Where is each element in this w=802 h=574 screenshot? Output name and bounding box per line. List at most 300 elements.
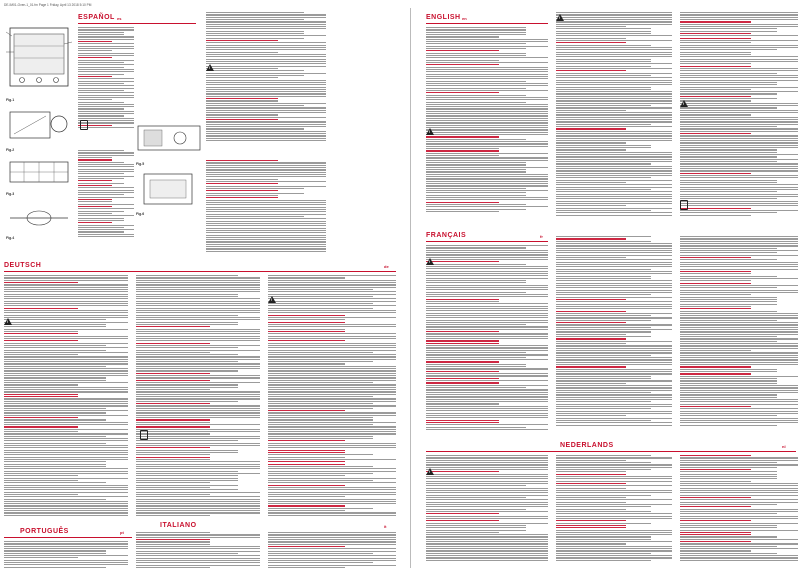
text-line	[4, 541, 128, 542]
text-line	[426, 104, 548, 105]
text-line	[680, 168, 798, 169]
text-line	[680, 278, 798, 279]
text-line	[556, 327, 651, 328]
text-line	[206, 138, 326, 139]
text-line	[680, 422, 798, 423]
text-line	[680, 283, 751, 284]
text-line	[206, 47, 326, 48]
text-line	[680, 52, 751, 53]
text-line	[680, 194, 798, 195]
text-line	[426, 315, 548, 316]
text-line	[556, 245, 672, 246]
text-line	[78, 234, 134, 235]
text-line	[426, 71, 548, 72]
text-line	[426, 273, 548, 274]
text-line	[206, 162, 326, 163]
text-line	[268, 492, 396, 493]
text-line	[4, 550, 106, 551]
text-line	[556, 82, 672, 83]
text-line	[556, 464, 672, 465]
text-line	[680, 152, 777, 153]
text-line	[4, 468, 128, 469]
text-line	[4, 408, 106, 409]
text-line	[4, 370, 128, 371]
text-line	[268, 401, 396, 402]
text-line	[556, 534, 672, 535]
text-line	[78, 71, 134, 72]
text-line	[206, 26, 326, 27]
text-line	[206, 216, 304, 217]
text-line	[680, 299, 777, 300]
text-line	[426, 354, 548, 355]
text-line	[680, 184, 798, 185]
text-line	[680, 147, 798, 148]
text-line	[426, 34, 526, 35]
text-line	[206, 131, 326, 132]
text-line	[680, 527, 777, 528]
text-line	[556, 49, 672, 50]
text-line	[556, 462, 651, 463]
text-line	[268, 454, 373, 455]
text-line	[268, 478, 396, 479]
text-line	[426, 492, 548, 493]
text-line	[136, 301, 260, 302]
text-line	[426, 504, 548, 505]
text-line	[426, 250, 548, 251]
text-line	[680, 315, 798, 316]
text-line	[136, 391, 260, 392]
text-line	[680, 373, 751, 374]
text-line	[426, 67, 548, 68]
text-line	[136, 422, 210, 423]
text-line	[78, 99, 112, 100]
text-line	[680, 317, 798, 318]
text-line	[268, 336, 396, 337]
text-line	[680, 304, 777, 305]
text-line	[680, 98, 777, 99]
text-line	[136, 361, 238, 362]
text-line	[426, 361, 499, 362]
text-line	[78, 41, 112, 42]
text-line	[556, 133, 672, 134]
text-line	[426, 202, 499, 203]
section-rule-nederlands	[426, 451, 796, 452]
text-line	[426, 60, 499, 61]
text-line	[78, 69, 134, 70]
text-line	[78, 36, 134, 37]
text-line	[78, 157, 112, 158]
text-line	[426, 148, 499, 149]
text-line	[136, 464, 260, 465]
text-line	[4, 422, 128, 423]
text-line	[268, 415, 396, 416]
text-line	[206, 209, 326, 210]
page-separator	[410, 8, 411, 568]
text-line	[680, 91, 798, 92]
text-line	[426, 368, 548, 369]
text-line	[680, 392, 798, 393]
text-line	[268, 565, 396, 566]
text-line	[556, 511, 651, 512]
text-line	[556, 320, 651, 321]
text-line	[426, 427, 526, 428]
text-line	[4, 384, 78, 385]
section-title-deutsch: DEUTSCH	[4, 262, 42, 269]
text-line	[206, 49, 326, 50]
text-line	[426, 532, 499, 533]
text-line	[206, 202, 326, 203]
text-line	[680, 212, 777, 213]
text-line	[556, 369, 672, 370]
text-line	[426, 268, 548, 269]
text-line	[680, 117, 798, 118]
text-line	[136, 473, 260, 474]
text-line	[4, 301, 128, 302]
text-line	[680, 539, 798, 540]
text-line	[680, 516, 798, 517]
text-line	[680, 166, 798, 167]
text-line	[680, 455, 751, 456]
text-line	[426, 350, 548, 351]
text-line	[206, 110, 326, 111]
text-line	[136, 373, 210, 374]
text-column-pt-2	[136, 532, 260, 569]
text-line	[426, 181, 548, 182]
text-line	[556, 170, 672, 171]
text-line	[136, 317, 260, 318]
text-line	[268, 459, 396, 460]
text-line	[556, 324, 672, 325]
figure-label-3: Fig.3	[6, 192, 15, 196]
text-column-fr-2	[556, 236, 672, 427]
text-line	[426, 171, 526, 172]
text-line	[426, 539, 548, 540]
text-line	[426, 292, 526, 293]
text-line	[206, 84, 326, 85]
text-line	[680, 380, 777, 381]
text-line	[680, 415, 777, 416]
text-line	[680, 301, 777, 302]
text-line	[268, 466, 373, 467]
text-line	[4, 308, 78, 309]
text-line	[206, 165, 326, 166]
text-line	[426, 211, 499, 212]
text-line	[78, 218, 124, 219]
text-line	[680, 336, 777, 337]
text-line	[680, 250, 798, 251]
text-line	[206, 59, 326, 60]
text-line	[556, 488, 626, 489]
text-line	[556, 418, 672, 419]
text-line	[426, 502, 548, 503]
text-line	[426, 39, 548, 40]
text-line	[426, 132, 548, 133]
text-line	[78, 213, 112, 214]
text-line	[4, 322, 128, 323]
text-line	[556, 373, 672, 374]
text-line	[556, 105, 651, 106]
text-line	[136, 403, 210, 404]
text-line	[206, 207, 326, 208]
text-line	[268, 496, 345, 497]
text-line	[426, 422, 499, 423]
text-line	[556, 387, 672, 388]
text-line	[556, 380, 672, 381]
text-line	[268, 541, 396, 542]
text-column-nl-2	[556, 455, 672, 562]
text-line	[426, 209, 526, 210]
text-line	[680, 245, 798, 246]
text-line	[556, 184, 672, 185]
text-line	[680, 252, 777, 253]
text-line	[268, 429, 396, 430]
text-line	[556, 250, 672, 251]
text-line	[426, 247, 526, 248]
text-line	[4, 345, 106, 346]
text-line	[680, 530, 798, 531]
text-line	[556, 306, 672, 307]
text-line	[556, 248, 672, 249]
text-line	[680, 297, 777, 298]
text-line	[268, 329, 345, 330]
text-line	[426, 136, 499, 137]
text-line	[426, 50, 499, 51]
text-line	[426, 199, 548, 200]
text-line	[680, 418, 798, 419]
text-line	[556, 107, 672, 108]
text-line	[556, 96, 672, 97]
text-line	[78, 115, 124, 116]
text-line	[556, 385, 672, 386]
warning-icon	[426, 258, 434, 265]
text-line	[268, 340, 345, 341]
text-line	[426, 55, 526, 56]
text-line	[4, 464, 106, 465]
text-line	[78, 27, 134, 28]
text-line	[206, 239, 326, 240]
text-line	[556, 520, 626, 521]
text-line	[556, 322, 626, 323]
text-line	[268, 539, 396, 540]
text-line	[136, 401, 238, 402]
text-line	[556, 523, 651, 524]
text-line	[680, 397, 777, 398]
text-line	[426, 306, 548, 307]
text-line	[680, 135, 798, 136]
text-line	[206, 160, 278, 161]
text-line	[4, 564, 128, 565]
text-line	[556, 77, 672, 78]
text-line	[136, 560, 260, 561]
text-line	[426, 380, 548, 381]
text-line	[78, 76, 112, 77]
text-line	[556, 201, 672, 202]
text-line	[4, 347, 128, 348]
text-line	[78, 220, 124, 221]
text-line	[206, 119, 278, 120]
text-line	[4, 398, 128, 399]
text-line	[680, 329, 798, 330]
text-line	[426, 357, 526, 358]
text-line	[136, 429, 260, 430]
text-line	[78, 171, 134, 172]
text-line	[4, 489, 128, 490]
text-line	[78, 60, 134, 61]
text-line	[136, 356, 260, 357]
text-line	[136, 366, 260, 367]
text-line	[556, 525, 626, 526]
text-line	[78, 57, 112, 58]
text-line	[426, 81, 526, 82]
text-line	[136, 419, 210, 420]
text-line	[136, 338, 260, 339]
text-line	[556, 149, 626, 150]
text-line	[268, 301, 396, 302]
text-line	[78, 106, 134, 107]
text-line	[556, 38, 626, 39]
text-line	[426, 525, 526, 526]
text-line	[268, 389, 396, 390]
text-column-de-1	[4, 275, 128, 517]
text-line	[680, 42, 751, 43]
text-line	[680, 425, 777, 426]
text-line	[680, 369, 777, 370]
text-line	[4, 450, 128, 451]
text-line	[556, 420, 651, 421]
text-line	[78, 102, 124, 103]
text-line	[556, 262, 672, 263]
text-line	[680, 271, 751, 272]
text-line	[680, 56, 798, 57]
text-line	[680, 371, 777, 372]
text-line	[426, 32, 526, 33]
text-line	[136, 363, 260, 364]
text-line	[680, 38, 751, 39]
text-line	[4, 350, 106, 351]
text-line	[426, 462, 548, 463]
text-line	[268, 473, 373, 474]
text-line	[78, 43, 134, 44]
text-line	[680, 399, 798, 400]
text-line	[426, 36, 499, 37]
text-line	[556, 292, 672, 293]
figure-label-4: Fig.4	[6, 236, 15, 240]
text-line	[680, 61, 798, 62]
text-line	[4, 329, 128, 330]
text-line	[426, 287, 548, 288]
text-line	[680, 243, 798, 244]
text-line	[556, 495, 651, 496]
figure-label-5: Fig.5	[136, 162, 145, 166]
text-line	[426, 506, 548, 507]
text-line	[268, 361, 373, 362]
text-line	[78, 164, 134, 165]
text-line	[556, 513, 672, 514]
text-line	[268, 405, 396, 406]
text-line	[268, 282, 396, 283]
text-line	[680, 266, 798, 267]
text-line	[426, 485, 526, 486]
text-line	[680, 126, 777, 127]
text-line	[680, 394, 777, 395]
text-line	[680, 82, 777, 83]
text-line	[268, 410, 345, 411]
section-title-espanol: ESPAÑOL	[78, 14, 115, 21]
text-line	[136, 546, 260, 547]
text-line	[4, 426, 78, 427]
text-line	[206, 77, 278, 78]
text-line	[206, 35, 326, 36]
text-line	[78, 53, 134, 54]
text-line	[136, 478, 238, 479]
text-line	[206, 107, 326, 108]
text-line	[680, 359, 798, 360]
text-line	[268, 291, 396, 292]
text-line	[136, 368, 260, 369]
text-line	[4, 459, 128, 460]
text-line	[556, 14, 672, 15]
text-line	[426, 118, 548, 119]
text-line	[268, 294, 396, 295]
text-column-en-3	[680, 12, 798, 217]
text-line	[4, 415, 128, 416]
text-line	[136, 461, 260, 462]
text-line	[680, 238, 798, 239]
text-line	[78, 39, 134, 40]
text-line	[136, 496, 260, 497]
text-line	[426, 160, 548, 161]
text-line	[680, 124, 798, 125]
door-illustration	[134, 170, 204, 210]
text-line	[556, 422, 672, 423]
text-line	[556, 21, 672, 22]
text-line	[556, 266, 672, 267]
text-line	[426, 511, 548, 512]
text-line	[556, 191, 672, 192]
text-line	[426, 188, 526, 189]
text-line	[556, 497, 626, 498]
text-line	[680, 460, 798, 461]
text-line	[556, 180, 672, 181]
text-line	[4, 562, 128, 563]
text-line	[268, 503, 396, 504]
text-line	[680, 105, 798, 106]
text-line	[426, 413, 548, 414]
text-line	[268, 489, 396, 490]
text-line	[556, 364, 672, 365]
text-line	[680, 378, 777, 379]
text-line	[426, 364, 526, 365]
text-line	[426, 108, 548, 109]
tray-illustration	[4, 106, 74, 146]
text-line	[556, 80, 672, 81]
text-line	[680, 80, 798, 81]
text-line	[680, 341, 777, 342]
text-line	[136, 417, 260, 418]
text-line	[556, 259, 672, 260]
text-line	[426, 176, 548, 177]
text-line	[680, 350, 751, 351]
text-line	[268, 394, 396, 395]
text-line	[268, 482, 396, 483]
text-line	[206, 235, 326, 236]
text-line	[680, 103, 798, 104]
text-line	[206, 174, 326, 175]
text-line	[4, 515, 128, 516]
text-line	[556, 203, 672, 204]
text-line	[426, 320, 548, 321]
text-line	[136, 539, 210, 540]
